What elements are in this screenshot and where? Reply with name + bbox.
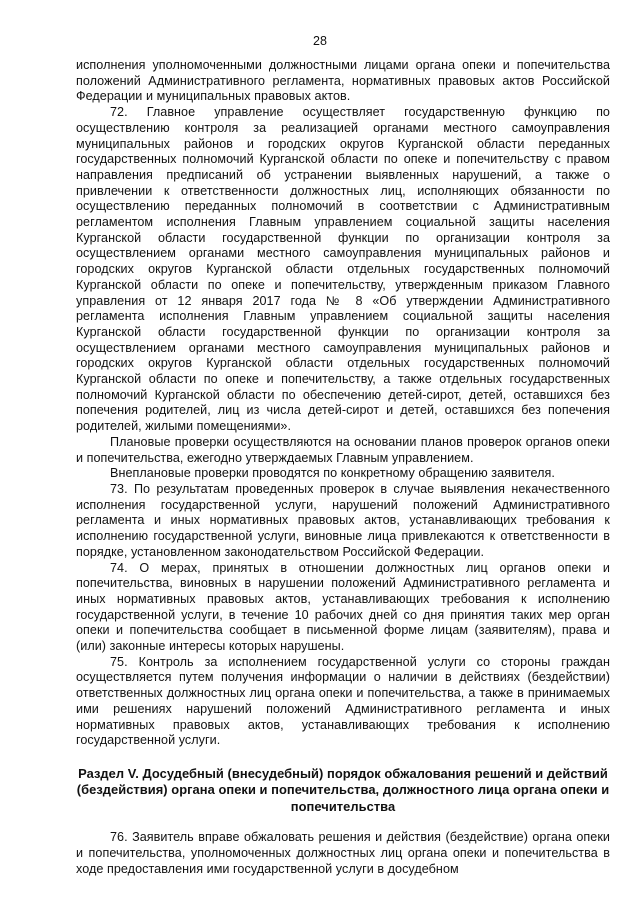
paragraph-74: 74. О мерах, принятых в отношении должностных лиц органов опеки и попечительства, виновных в нарушении положений Административного регламента и иных нормативных правовых актов, устанавливающих требования к исполнению государственной услуги, в течение 10 рабочих дней со дня принятия таких мер орган опеки и попечительства сообщает в письменной форме лицам (заявителям), права и (или) законные интересы которых нарушены. <box>76 560 610 654</box>
paragraph-73: 73. По результатам проведенных проверок в случае выявления некачественного исполнения государственной услуги, нарушений положений Административного регламента и иных нормативных правовых актов, устанавливающих требования к исполнению государственной услуги, виновные лица привлекаются к ответственности в порядке, установленном законодательством Российской Федерации. <box>76 481 610 559</box>
paragraph-unplanned-inspections: Внеплановые проверки проводятся по конкретному обращению заявителя. <box>110 466 555 481</box>
paragraph-continuation: исполнения уполномоченными должностными лицами органа опеки и попечительства положений Административного регламента, нормативных правовых актов Российской Федерации и муниципальных правовых актов. <box>76 58 610 104</box>
paragraph-76: 76. Заявитель вправе обжаловать решения и действия (бездействие) органа опеки и попечительства, уполномоченных должностных лиц органа опеки и попечительства в ходе предоставления ими государственной услуги в досудебном <box>76 830 610 876</box>
page-number: 28 <box>313 34 327 48</box>
document-body <box>76 58 610 878</box>
paragraph-72: 72. Главное управление осуществляет государственную функцию по осуществлению контроля за реализацией органами местного самоуправления муниципальных районов и городских округов Курганской области переданных государственных полномочий Курганской области по опеке и попечительству с правом направления предписаний об устранении выявленных нарушений, а также о привлечении к ответственности должностных лиц, исполняющих обязанности по осуществлению переданных полномочий в соответствии с Административным регламентом исполнения Главным управлением социальной защиты населения Курганской области государственной функции по организации контроля за осуществлением органами местного самоуправления муниципальных районов и городских округов Курганской области отдельных государственных полномочий Курганской области по опеке и попечительству, утвержденным приказом Главного управления от 12 января 2017 года № 8 «Об утверждении Административного регламента исполнения Главным управлением социальной защиты населения Курганской области государственной функции по организации контроля за осуществлением органами местного самоуправления муниципальных районов и городских округов Курганской области отдельных государственных полномочий Курганской области по опеке и попечительству, а также отдельных государственных полномочий Курганской области по обеспечению детей-сирот, детей, оставшихся без попечения родителей, лиц из числа детей-сирот и детей, оставшихся без попечения родителей, жилыми помещениями». <box>76 105 610 434</box>
paragraph-planned-inspections: Плановые проверки осуществляются на основании планов проверок органов опеки и попечительства, ежегодно утверждаемых Главным управлением. <box>76 434 610 465</box>
section-heading: Раздел V. Досудебный (внесудебный) порядок обжалования решений и действий (бездействия) органа опеки и попечительства, должностного лица органа опеки и попечительства <box>76 765 610 814</box>
paragraph-75: 75. Контроль за исполнением государственной услуги со стороны граждан осуществляется путем получения информации о наличии в действиях (бездействии) ответственных должностных лиц органа опеки и попечительства, а также в принимаемых ими решениях нарушений положений Административного регламента и иных нормативных правовых актов, устанавливающих требования к исполнению государственной услуги. <box>76 654 610 748</box>
